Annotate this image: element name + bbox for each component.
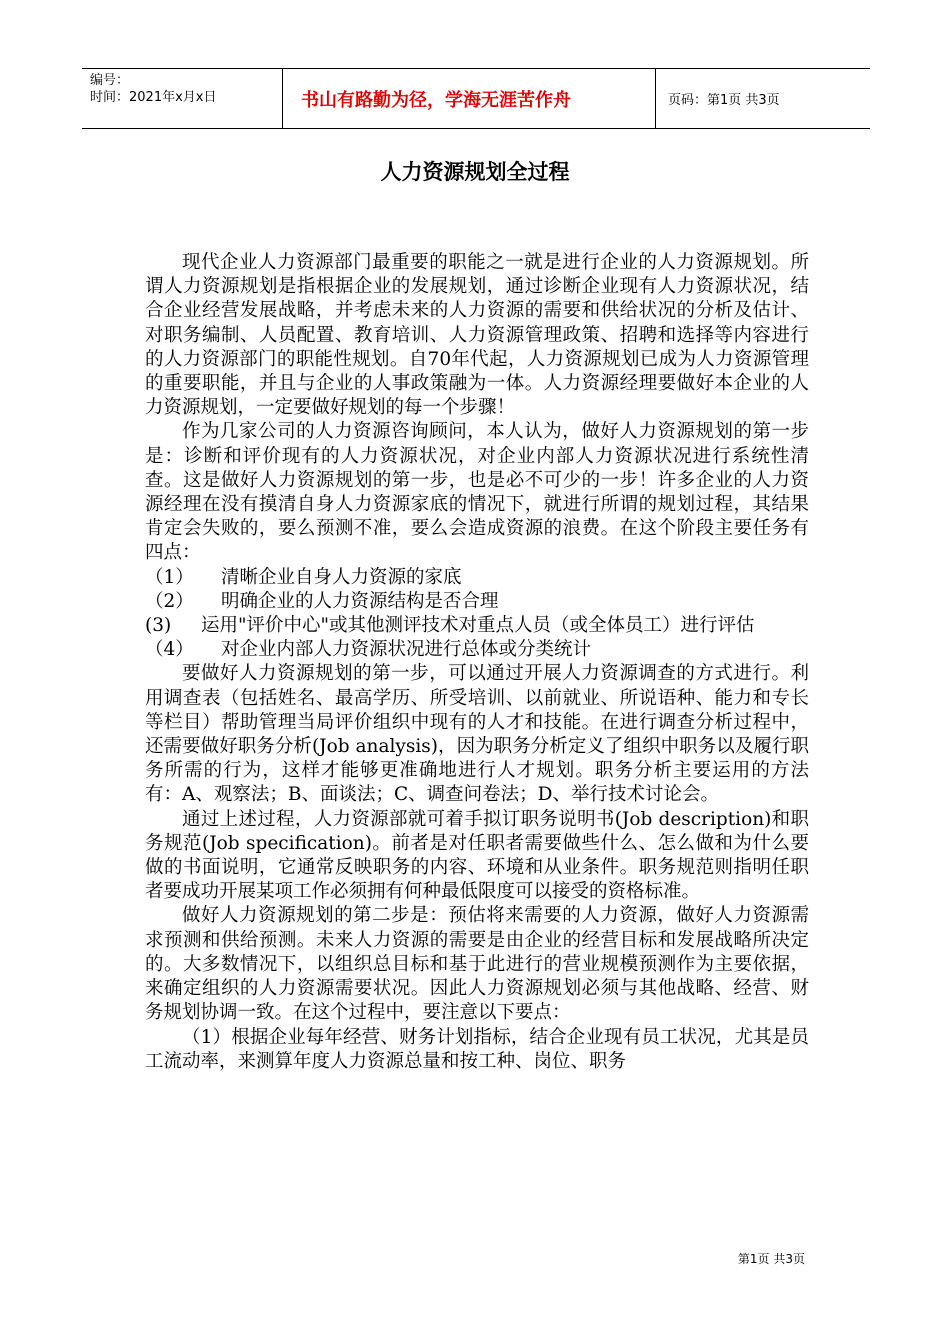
paragraph: 要做好人力资源规划的第一步，可以通过开展人力资源调查的方式进行。利用调查表（包括姓名、最高学历、所受培训、以前就业、所说语种、能力和专长等栏目）帮助管理当局评价组织中现有的人才和技能。在进行调查分析过程中，还需要做好职务分析(Job analysis)，因为职务分析定义了组织中职务以及履行职务所需的行为，这样才能够更准确地进行人才规划。职务分析主要运用的方法有：A、观察法；B、面谈法；C、调查问卷法；D、举行技术讨论会。 (145, 663, 809, 806)
list-item-number: （1） (145, 566, 194, 588)
header-meta (82, 69, 282, 128)
time-label: 时间：2021年x月x日 (90, 90, 217, 105)
page-footer: 第1页 共3页 (737, 1252, 805, 1266)
paragraph: 通过上述过程，人力资源部就可着手拟订职务说明书(Job description)和职务规范(Job specification)。前者是对任职者需要做些什么、怎么做和为什么要做的书面说明，它通常反映职务的内容、环境和从业条件。职务规范则指明任职者要成功开展某项工作必须拥有何种最低限度可以接受的资格标准。 (145, 808, 809, 903)
paragraph: 现代企业人力资源部门最重要的职能之一就是进行企业的人力资源规划。所谓人力资源规划是指根据企业的发展规划，通过诊断企业现有人力资源状况，结合企业经营发展战略，并考虑未来的人力资源的需要和供给状况的分析及估计、对职务编制、人员配置、教育培训、人力资源管理政策、招聘和选择等内容进行的人力资源部门的职能性规划。自70年代起，人力资源规划已成为人力资源管理的重要职能，并且与企业的人事政策融为一体。人力资源经理要做好本企业的人力资源规划，一定要做好规划的每一个步骤！ (145, 252, 809, 419)
document-title: 人力资源规划全过程 (380, 160, 570, 184)
list-item-text: 明确企业的人力资源结构是否合理 (221, 590, 499, 612)
list-item-text: 运用"评价中心"或其他测评技术对重点人员（或全体员工）进行评估 (201, 615, 755, 637)
paragraph: （1）根据企业每年经营、财务计划指标，结合企业现有员工状况，尤其是员工流动率，来测算年度人力资源总量和按工种、岗位、职务 (145, 1026, 809, 1072)
paragraph: 作为几家公司的人力资源咨询顾问，本人认为，做好人力资源规划的第一步是：诊断和评价现有的人力资源状况，对企业内部人力资源状况进行系统性清查。这是做好人力资源规划的第一步，也是必不可少的一步！许多企业的人力资源经理在没有摸清自身人力资源家底的情况下，就进行所谓的规划过程，其结果肯定会失败的，要么预测不准，要么会造成资源的浪费。在这个阶段主要任务有四点： (145, 421, 809, 564)
list-item-text: 清晰企业自身人力资源的家底 (221, 566, 462, 588)
list-item (145, 566, 809, 590)
paragraph: 做好人力资源规划的第二步是：预估将来需要的人力资源，做好人力资源需求预测和供给预测。未来人力资源的需要是由企业的经营目标和发展战略所决定的。大多数情况下，以组织总目标和基于此进行的营业规模预测作为主要依据，来确定组织的人力资源需要状况。因此人力资源规划必须与其他战略、经营、财务规划协调一致。在这个过程中，要注意以下要点： (145, 905, 809, 1024)
serial-label: 编号： (90, 73, 130, 88)
header-motto: 书山有路勤为径，学海无涯苦作舟 (282, 69, 656, 128)
document-body (145, 251, 809, 1074)
list-item-number: （4） (145, 639, 194, 661)
header-table (82, 68, 870, 129)
list-item (145, 614, 809, 638)
list-item-number: （2） (145, 590, 194, 612)
list-item-number: (3) (145, 615, 172, 637)
list-item (145, 590, 809, 614)
list-item (145, 638, 809, 662)
header-page-code: 页码：第1页 共3页 (668, 93, 780, 108)
list-item-text: 对企业内部人力资源状况进行总体或分类统计 (221, 639, 592, 661)
